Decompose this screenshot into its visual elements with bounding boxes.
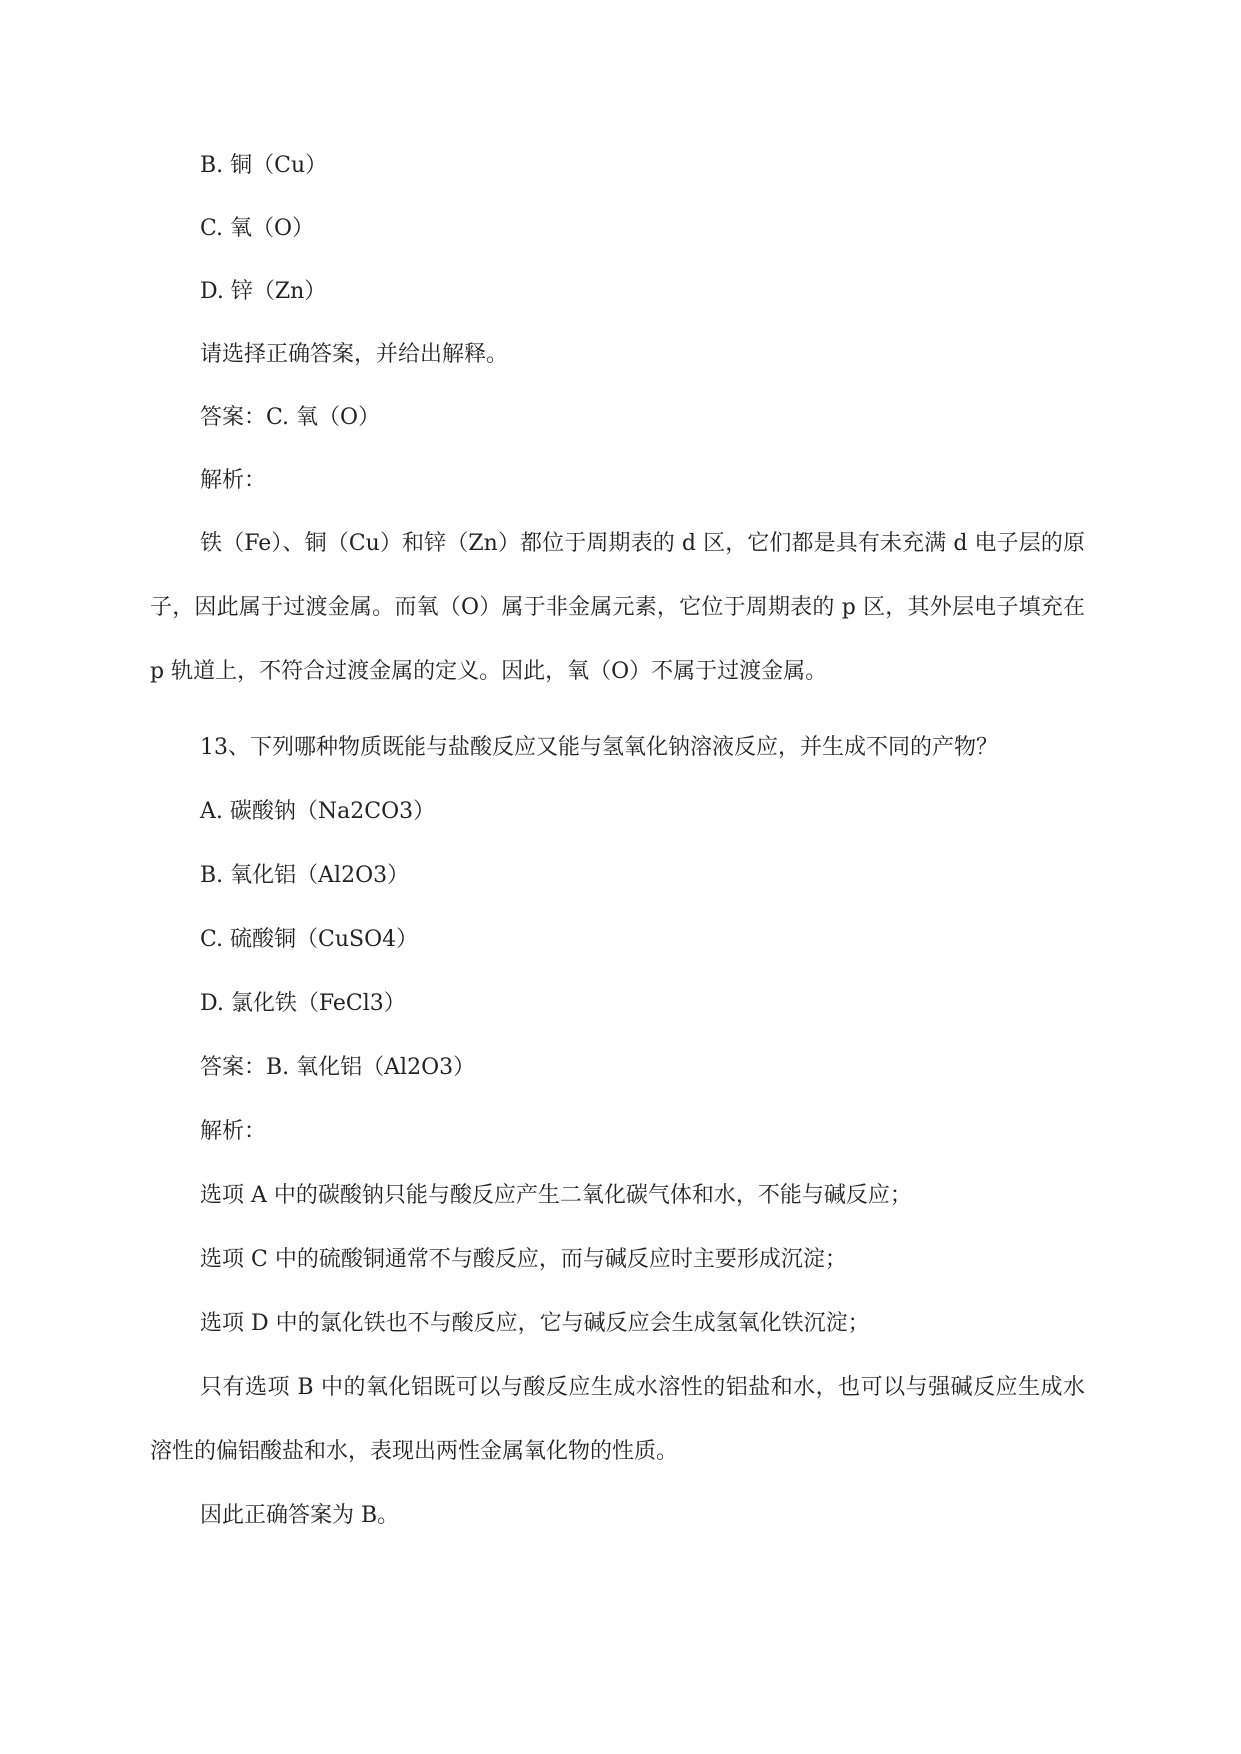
- q12-option-c: C. 氧（O）: [200, 216, 315, 241]
- q13-analysis-c: 选项 C 中的硫酸铜通常不与酸反应，而与碱反应时主要形成沉淀；: [200, 1247, 847, 1272]
- q12-analysis-paragraph: 铁（Fe）、铜（Cu）和锌（Zn）都位于周期表的 d 区，它们都是具有未充满 d 电子层的原子，因此属于过渡金属。而氧（O）属于非金属元素，它位于周期表的 p 区，其外层电子填充在 p 轨道上，不符合过渡金属的定义。因此，氧（O）不属于过渡金属。: [150, 531, 1085, 684]
- q12-answer: 答案：C. 氧（O）: [200, 405, 381, 430]
- q12-prompt: 请选择正确答案，并给出解释。: [200, 342, 509, 367]
- q12-option-d: D. 锌（Zn）: [200, 279, 327, 304]
- q13-analysis-a: 选项 A 中的碳酸钠只能与酸反应产生二氧化碳气体和水，不能与碱反应；: [200, 1183, 912, 1208]
- q13-option-d: D. 氯化铁（FeCl3）: [200, 991, 406, 1016]
- q13-option-a: A. 碳酸钠（Na2CO3）: [200, 799, 436, 824]
- q13-conclusion: 因此正确答案为 B。: [200, 1503, 400, 1528]
- q13-answer: 答案：B. 氧化铝（Al2O3）: [200, 1055, 476, 1080]
- q13-option-c: C. 硫酸铜（CuSO4）: [200, 927, 419, 952]
- q13-analysis-label: 解析：: [200, 1119, 267, 1144]
- q13-analysis-d: 选项 D 中的氯化铁也不与酸反应，它与碱反应会生成氢氧化铁沉淀；: [200, 1311, 870, 1336]
- q13-analysis-b-paragraph: 只有选项 B 中的氧化铝既可以与酸反应生成水溶性的铝盐和水，也可以与强碱反应生成水溶性的偏铝酸盐和水，表现出两性金属氧化物的性质。: [150, 1375, 1085, 1464]
- q13-option-b: B. 氧化铝（Al2O3）: [200, 863, 410, 888]
- q12-option-b: B. 铜（Cu）: [200, 153, 328, 178]
- q12-analysis-label: 解析：: [200, 468, 267, 493]
- q13-question: 13、下列哪种物质既能与盐酸反应又能与氢氧化钠溶液反应，并生成不同的产物？: [200, 735, 998, 760]
